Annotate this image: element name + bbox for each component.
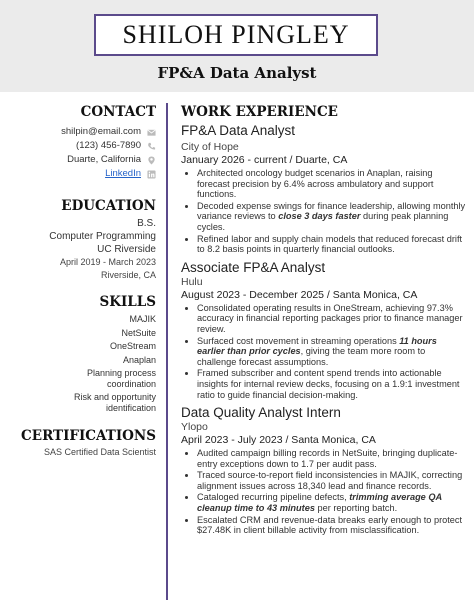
contact-heading: CONTACT — [80, 104, 156, 120]
job-role: FP&A Data Analyst — [181, 123, 296, 138]
job-meta: August 2023 - December 2025 / Santa Monica, CA — [181, 288, 418, 301]
job-role: Data Quality Analyst Intern — [181, 405, 341, 421]
job-meta: January 2026 - current / Duarte, CA — [181, 154, 348, 166]
job-bullet: • Consolidated operating results in OneStream, achieving 97.3% accuracy in financial reporting packages prior to finance manager review. — [197, 303, 466, 335]
skill-item: MAJIK — [129, 314, 156, 324]
job-bullet: • Architected oncology budget scenarios in Anaplan, raising forecast precision by 6.4% across ambulatory and support functions. — [197, 168, 466, 200]
envelope-icon — [147, 128, 156, 137]
candidate-name: SHILOH PINGLEY — [122, 20, 350, 49]
skill-item: Planning process coordination — [86, 368, 156, 389]
skill-item: Risk and opportunity identification — [73, 392, 156, 413]
certifications-heading: CERTIFICATIONS — [21, 428, 156, 444]
contact-linkedin — [14, 167, 156, 181]
work-experience-heading: WORK EXPERIENCE — [181, 104, 338, 120]
linkedin-icon — [147, 170, 156, 179]
job-bullet: • Decoded expense swings for finance leadership, allowing monthly variance reviews to close 3 days faster during peak planning cycles. — [197, 201, 466, 233]
contact-phone: (123) 456-7890 — [14, 139, 156, 153]
job-bullet: • Refined labor and supply chain models that reduced forecast drift to 8.2 basis points in quarterly financial outlooks. — [197, 234, 466, 255]
job-bullet: • Surfaced cost movement in streaming operations 11 hours earlier than prior cycles, giving the team more room to challenge forecast assumptions. — [197, 336, 466, 368]
job-company: Ylopo — [181, 421, 208, 434]
linkedin-link[interactable]: LinkedIn — [105, 168, 141, 179]
job-company: Hulu — [181, 275, 203, 288]
right-column — [181, 104, 466, 537]
contact-location: Duarte, California — [14, 153, 156, 167]
education-degree: B.S. — [137, 218, 156, 229]
left-column — [14, 104, 156, 459]
job-entry — [181, 123, 466, 255]
job-title: FP&A Data Analyst — [157, 64, 317, 82]
name-box — [94, 14, 378, 56]
location-pin-icon — [147, 156, 156, 165]
certification-item: SAS Certified Data Scientist — [43, 447, 156, 457]
education-major: Computer Programming — [49, 231, 156, 242]
skill-item: OneStream — [109, 341, 156, 351]
skill-item: Anaplan — [122, 354, 156, 365]
job-bullet: • Escalated CRM and revenue-data breaks early enough to protect $27.48K in client billable activity from misclassification. — [197, 515, 466, 536]
skills-heading: SKILLS — [99, 294, 156, 310]
job-bullet: • Framed subscriber and content spend trends into actionable insights for internal review decks, focusing on a 1.9:1 investment ratio to guide financial decision-making. — [197, 368, 466, 400]
education-school: UC Riverside — [97, 244, 156, 255]
education-location: Riverside, CA — [100, 270, 156, 280]
job-company: City of Hope — [181, 141, 239, 153]
job-entry — [181, 260, 466, 400]
job-bullet: • Audited campaign billing records in NetSuite, bringing duplicate-entry exceptions down to 1.7 per audit pass. — [197, 448, 466, 469]
job-bullet: • Traced source-to-report field inconsistencies in MAJIK, correcting alignment issues across 18,340 lead and finance records. — [197, 470, 466, 491]
job-bullet: • Cataloged recurring pipeline defects, trimming average QA cleanup time to 43 minutes per reporting batch. — [197, 492, 466, 513]
job-role: Associate FP&A Analyst — [181, 259, 326, 275]
job-meta: April 2023 - July 2023 / Santa Monica, CA — [181, 434, 376, 447]
contact-email: shilpin@email.com — [14, 125, 156, 139]
skill-item: NetSuite — [121, 327, 156, 338]
phone-icon — [147, 142, 156, 151]
education-heading: EDUCATION — [61, 198, 156, 214]
column-divider — [166, 103, 168, 600]
education-dates: April 2019 - March 2023 — [59, 257, 156, 267]
job-entry — [181, 405, 466, 536]
